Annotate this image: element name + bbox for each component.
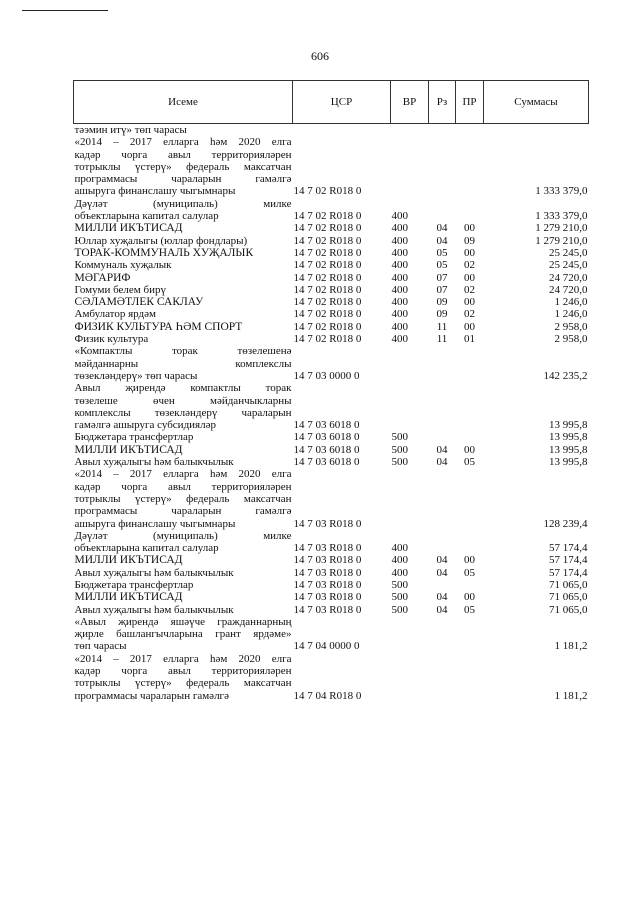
- row-pr: [456, 431, 484, 443]
- row-name: [74, 345, 293, 382]
- table-row: [74, 272, 589, 284]
- row-name: [74, 272, 293, 284]
- row-rz: [429, 653, 456, 702]
- row-name-line: программасы чараларын гамәлгә: [74, 505, 292, 518]
- table-row: [74, 567, 589, 579]
- row-name: [74, 444, 293, 456]
- row-name-line: Бюджетара трансфертлар: [74, 578, 194, 591]
- row-name-line: СӘЛАМӘТЛЕК САКЛАУ: [74, 296, 204, 309]
- row-vr: [391, 136, 429, 197]
- row-vr: 400: [391, 271, 408, 284]
- table-row: [74, 284, 589, 296]
- row-amount: 71 065,0: [549, 578, 588, 591]
- row-amount: 1 181,2: [554, 640, 588, 653]
- row-pr: [456, 468, 484, 529]
- row-name-line: «2014 – 2017 елларга һәм 2020 елга: [74, 136, 292, 149]
- row-name-line: «Компактлы торак төзелешенә: [74, 345, 292, 358]
- row-pr: [456, 530, 484, 555]
- row-name-line: «2014 – 2017 елларга һәм 2020 елга: [74, 468, 292, 481]
- col-header-pr: ПР: [456, 81, 484, 124]
- row-csr: 14 7 02 R018 0: [293, 271, 362, 284]
- row-pr: [456, 616, 484, 653]
- table-row: [74, 136, 589, 197]
- table-row: [74, 222, 589, 234]
- row-amount: 57 174,4: [549, 554, 588, 567]
- row-pr: [456, 345, 484, 382]
- row-vr: 400: [391, 554, 408, 567]
- table-header-row: [74, 81, 589, 124]
- row-name-line: тотрыклы үстерү» федераль максатчан: [74, 160, 292, 173]
- row-vr: [391, 653, 429, 702]
- table-row: [74, 468, 589, 529]
- row-name-line: комплекслы төзекләндерү чараларын: [74, 406, 292, 419]
- row-rz: [429, 579, 456, 591]
- row-csr: 14 7 02 R018 0: [293, 333, 362, 346]
- row-name: [74, 296, 293, 308]
- row-name: [74, 653, 293, 702]
- row-pr: 01: [464, 333, 475, 346]
- row-name-line: Коммуналь хуҗалык: [74, 259, 172, 272]
- row-csr: 14 7 02 R018 0: [293, 296, 362, 309]
- row-vr: 500: [391, 456, 408, 469]
- page-number: 606: [311, 49, 329, 63]
- row-pr: 00: [464, 296, 475, 309]
- row-pr: 00: [464, 246, 475, 259]
- row-amount: 25 245,0: [549, 246, 588, 259]
- row-amount: 142 235,2: [543, 369, 588, 382]
- row-pr: 00: [464, 443, 475, 456]
- row-name-line: МӘГАРИФ: [74, 271, 131, 284]
- row-csr: 14 7 03 6018 0: [293, 456, 360, 469]
- row-name-line: МИЛЛИ ИКЪТИСАД: [74, 554, 183, 567]
- table-row: [74, 616, 589, 653]
- row-csr: [293, 124, 391, 137]
- row-name-line: ТОРАК-КОММУНАЛЬ ХУҖАЛЫК: [74, 246, 254, 259]
- row-csr: 14 7 03 6018 0: [293, 431, 360, 444]
- row-name: [74, 259, 293, 271]
- row-name-line: ашыруга финанслашу чыгымнары: [74, 517, 236, 530]
- col-header-vr: ВР: [391, 81, 429, 124]
- table-row: [74, 247, 589, 259]
- table-row: [74, 235, 589, 247]
- top-rule: [22, 10, 108, 11]
- row-name: [74, 124, 293, 137]
- table-row: [74, 124, 589, 137]
- table-body: [74, 124, 589, 702]
- row-amount: 2 958,0: [554, 320, 588, 333]
- row-name: [74, 468, 293, 529]
- row-amount: 13 995,8: [549, 431, 588, 444]
- row-amount: 71 065,0: [549, 603, 588, 616]
- row-pr: 05: [464, 603, 475, 616]
- row-pr: [456, 124, 484, 137]
- row-name-line: Гомуми белем бирү: [74, 283, 166, 296]
- row-vr: 400: [391, 542, 408, 555]
- row-amount: 24 720,0: [549, 283, 588, 296]
- row-name-line: МИЛЛИ ИКЪТИСАД: [74, 591, 183, 604]
- row-amount: [484, 124, 589, 137]
- row-amount: 25 245,0: [549, 259, 588, 272]
- row-csr: 14 7 02 R018 0: [293, 283, 362, 296]
- row-name: [74, 136, 293, 197]
- row-amount: 1 279 210,0: [535, 222, 588, 235]
- row-vr: 400: [391, 308, 408, 321]
- row-vr: 400: [391, 210, 408, 223]
- row-name-line: Авыл хуҗалыгы һәм балыкчылык: [74, 566, 234, 579]
- row-pr: 00: [464, 271, 475, 284]
- row-vr: 500: [391, 443, 408, 456]
- table-row: [74, 444, 589, 456]
- row-amount: 57 174,4: [549, 566, 588, 579]
- row-amount: 24 720,0: [549, 271, 588, 284]
- row-csr: 14 7 03 6018 0: [293, 443, 360, 456]
- row-vr: 400: [391, 296, 408, 309]
- row-name-line: объектларына капитал салулар: [74, 542, 219, 555]
- table-row: [74, 321, 589, 333]
- row-rz: 04: [436, 222, 448, 235]
- row-name: [74, 308, 293, 320]
- row-name-line: төп чарасы: [74, 640, 127, 653]
- row-rz: 04: [436, 566, 448, 579]
- table-row: [74, 604, 589, 616]
- table-row: [74, 431, 589, 443]
- row-csr: 14 7 02 R018 0: [293, 259, 362, 272]
- row-name: [74, 284, 293, 296]
- row-vr: [391, 468, 429, 529]
- row-pr: 02: [464, 308, 475, 321]
- row-name-line: «2014 – 2017 елларга һәм 2020 елга: [74, 652, 292, 665]
- table-row: [74, 579, 589, 591]
- row-name: [74, 554, 293, 566]
- row-csr: 14 7 02 R018 0: [293, 185, 362, 198]
- row-name-line: Авыл хуҗалыгы һәм балыкчылык: [74, 603, 234, 616]
- row-vr: 400: [391, 320, 408, 333]
- row-rz: 09: [436, 308, 448, 321]
- row-name: [74, 382, 293, 431]
- table-row: [74, 530, 589, 555]
- row-vr: 400: [391, 222, 408, 235]
- row-name-line: җирле башлангычларына грант ярдәме»: [74, 628, 292, 641]
- row-pr: [456, 198, 484, 223]
- row-csr: 14 7 04 0000 0: [293, 640, 360, 653]
- table-row: [74, 259, 589, 271]
- row-pr: [456, 653, 484, 702]
- row-vr: 400: [391, 283, 408, 296]
- row-name-line: «Авыл җирендә яшәүче гражданнарның: [74, 615, 292, 628]
- table-row: [74, 554, 589, 566]
- row-amount: 1 246,0: [554, 308, 588, 321]
- table-row: [74, 198, 589, 223]
- row-pr: 05: [464, 566, 475, 579]
- row-rz: 04: [436, 456, 448, 469]
- row-vr: 500: [391, 431, 408, 444]
- row-name-line: ФИЗИК КУЛЬТУРА ҺӘМ СПОРТ: [74, 320, 243, 333]
- row-name: [74, 591, 293, 603]
- row-pr: 00: [464, 591, 475, 604]
- row-amount: 1 246,0: [554, 296, 588, 309]
- budget-table: [73, 80, 589, 702]
- row-pr: 00: [464, 554, 475, 567]
- row-rz: 05: [436, 259, 448, 272]
- row-name: [74, 247, 293, 259]
- row-rz: 05: [436, 246, 448, 259]
- row-amount: 1 279 210,0: [535, 234, 588, 247]
- row-amount: 13 995,8: [549, 419, 588, 432]
- table-row: [74, 296, 589, 308]
- row-rz: [429, 345, 456, 382]
- row-amount: 128 239,4: [543, 517, 588, 530]
- row-rz: 11: [436, 320, 448, 333]
- row-vr: 400: [391, 259, 408, 272]
- row-name-line: төзелеше өчен мәйданчыкларны: [74, 394, 292, 407]
- row-name: [74, 431, 293, 443]
- row-pr: 00: [464, 320, 475, 333]
- row-rz: [429, 530, 456, 555]
- row-name-line: тотрыклы үстерү» федераль максатчан: [74, 677, 292, 690]
- row-amount: 1 181,2: [554, 689, 588, 702]
- row-name-line: программасы чараларын гамәлгә: [74, 689, 229, 702]
- row-rz: 04: [436, 591, 448, 604]
- row-csr: 14 7 03 R018 0: [293, 578, 362, 591]
- row-rz: 04: [436, 554, 448, 567]
- row-csr: 14 7 02 R018 0: [293, 246, 362, 259]
- row-csr: 14 7 03 R018 0: [293, 591, 362, 604]
- row-rz: [429, 616, 456, 653]
- row-name-line: Физик культура: [74, 333, 149, 346]
- row-csr: 14 7 02 R018 0: [293, 320, 362, 333]
- col-header-csr: ЦСР: [293, 81, 391, 124]
- table-row: [74, 382, 589, 431]
- row-vr: [391, 345, 429, 382]
- row-name-line: программасы чараларын гамәлгә: [74, 173, 292, 186]
- row-pr: 00: [464, 222, 475, 235]
- row-name: [74, 616, 293, 653]
- table-row: [74, 653, 589, 702]
- row-amount: 2 958,0: [554, 333, 588, 346]
- row-vr: 500: [391, 578, 408, 591]
- row-csr: 14 7 03 R018 0: [293, 542, 362, 555]
- row-name: [74, 579, 293, 591]
- row-name-line: Авыл хуҗалыгы һәм балыкчылык: [74, 456, 234, 469]
- row-pr: [456, 382, 484, 431]
- row-csr: 14 7 02 R018 0: [293, 222, 362, 235]
- row-vr: [391, 124, 429, 137]
- row-vr: 400: [391, 333, 408, 346]
- row-csr: 14 7 03 R018 0: [293, 566, 362, 579]
- row-name-line: МИЛЛИ ИКЪТИСАД: [74, 443, 183, 456]
- row-amount: 57 174,4: [549, 542, 588, 555]
- table-row: [74, 345, 589, 382]
- row-name: [74, 604, 293, 616]
- table-row: [74, 308, 589, 320]
- row-csr: 14 7 02 R018 0: [293, 308, 362, 321]
- row-pr: 02: [464, 259, 475, 272]
- row-vr: 400: [391, 234, 408, 247]
- col-header-rz: Рз: [429, 81, 456, 124]
- row-rz: [429, 198, 456, 223]
- col-header-name: Исеме: [74, 81, 293, 124]
- row-vr: 400: [391, 246, 408, 259]
- row-name: [74, 567, 293, 579]
- row-pr: 02: [464, 283, 475, 296]
- row-csr: 14 7 02 R018 0: [293, 210, 362, 223]
- row-rz: 11: [436, 333, 448, 346]
- row-vr: [391, 382, 429, 431]
- row-rz: 09: [436, 296, 448, 309]
- row-vr: [391, 616, 429, 653]
- row-pr: 09: [464, 234, 475, 247]
- row-vr: 400: [391, 566, 408, 579]
- row-rz: 07: [436, 271, 448, 284]
- row-name-line: мәйданнарны комплекслы: [74, 357, 292, 370]
- row-name: [74, 333, 293, 345]
- row-csr: 14 7 03 R018 0: [293, 517, 362, 530]
- row-name-line: тотрыклы үстерү» федераль максатчан: [74, 492, 292, 505]
- row-name-line: МИЛЛИ ИКЪТИСАД: [74, 222, 183, 235]
- row-amount: 13 995,8: [549, 443, 588, 456]
- row-csr: 14 7 03 6018 0: [293, 419, 360, 432]
- row-name-line: Авыл җирендә компактлы торак: [74, 382, 292, 395]
- row-rz: 07: [436, 283, 448, 296]
- row-amount: 1 333 379,0: [535, 185, 588, 198]
- row-csr: 14 7 02 R018 0: [293, 234, 362, 247]
- row-rz: 04: [436, 443, 448, 456]
- table-row: [74, 456, 589, 468]
- row-name-line: тәэмин итү» төп чарасы: [74, 124, 187, 136]
- row-name-line: Бюджетара трансфертлар: [74, 431, 194, 444]
- row-name: [74, 198, 293, 223]
- row-name: [74, 530, 293, 555]
- row-name: [74, 235, 293, 247]
- row-name-line: Дәүләт (муниципаль) милке: [74, 529, 292, 542]
- row-name-line: кадәр чорга авыл территорияләрен: [74, 665, 292, 678]
- row-csr: 14 7 03 0000 0: [293, 369, 360, 382]
- col-header-amount: Суммасы: [484, 81, 589, 124]
- row-amount: 1 333 379,0: [535, 210, 588, 223]
- row-rz: [429, 136, 456, 197]
- row-name-line: Амбулатор ярдәм: [74, 308, 156, 321]
- row-name-line: гамәлгә ашыруга субсидияләр: [74, 419, 216, 432]
- row-pr: 05: [464, 456, 475, 469]
- row-amount: 13 995,8: [549, 456, 588, 469]
- row-csr: 14 7 04 R018 0: [293, 689, 362, 702]
- row-name: [74, 456, 293, 468]
- row-rz: [429, 124, 456, 137]
- table-row: [74, 333, 589, 345]
- row-name-line: ашыруга финанслашу чыгымнары: [74, 185, 236, 198]
- row-amount: 71 065,0: [549, 591, 588, 604]
- row-name-line: кадәр чорга авыл территорияләрен: [74, 480, 292, 493]
- row-vr: 500: [391, 591, 408, 604]
- row-pr: [456, 579, 484, 591]
- row-vr: 500: [391, 603, 408, 616]
- row-name: [74, 222, 293, 234]
- row-pr: [456, 136, 484, 197]
- row-rz: 04: [436, 603, 448, 616]
- row-rz: [429, 468, 456, 529]
- row-name-line: Дәүләт (муниципаль) милке: [74, 197, 292, 210]
- row-csr: 14 7 03 R018 0: [293, 603, 362, 616]
- row-rz: [429, 431, 456, 443]
- table-row: [74, 591, 589, 603]
- row-name-line: төзекләндерү» төп чарасы: [74, 369, 198, 382]
- row-rz: [429, 382, 456, 431]
- row-csr: 14 7 03 R018 0: [293, 554, 362, 567]
- row-name-line: объектларына капитал салулар: [74, 210, 219, 223]
- row-name-line: кадәр чорга авыл территорияләрен: [74, 148, 292, 161]
- row-name-line: Юллар хуҗалыгы (юллар фондлары): [74, 234, 248, 247]
- row-rz: 04: [436, 234, 448, 247]
- row-name: [74, 321, 293, 333]
